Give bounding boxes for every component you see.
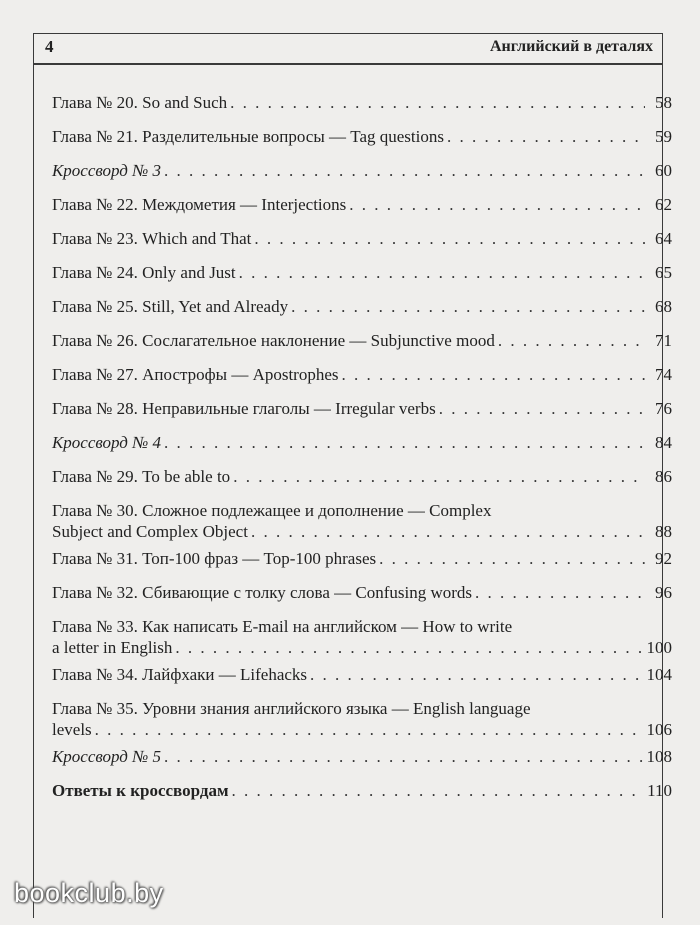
toc-page-number: 59 (655, 127, 672, 146)
toc-entry-title: Глава № 28. Неправильные глаголы — Irregular verbs (52, 399, 436, 418)
toc-leader-dots (239, 262, 645, 283)
toc-page-number: 62 (655, 195, 672, 214)
toc-entry-title: Глава № 31. Топ-100 фраз — Top-100 phrases (52, 549, 377, 568)
toc-page-number: 58 (655, 93, 672, 112)
toc-leader-dots (164, 160, 645, 181)
page-header (33, 33, 663, 65)
toc-leader-dots (342, 364, 645, 385)
toc-entry[interactable] (52, 126, 672, 147)
toc-entry[interactable] (52, 548, 672, 569)
toc-entry-title: Глава № 30. Сложное подлежащее и дополнение — Complex (52, 501, 492, 520)
toc-leader-dots (349, 194, 645, 215)
toc-leader-dots (254, 228, 645, 249)
toc-entry[interactable] (52, 780, 672, 801)
toc-entry[interactable] (52, 664, 672, 685)
toc-entry[interactable] (52, 466, 672, 487)
toc-leader-dots (230, 92, 645, 113)
toc-page-number: 108 (646, 747, 672, 766)
toc-leader-dots (379, 548, 645, 569)
toc-entry-title: Глава № 21. Разделительные вопросы — Tag questions (52, 127, 444, 146)
toc-leader-dots (439, 398, 645, 419)
toc-entry[interactable] (52, 500, 672, 542)
toc-entry-title: Глава № 34. Лайфхаки — Lifehacks (52, 665, 308, 684)
toc-entry[interactable] (52, 330, 672, 351)
toc-leader-dots (447, 126, 645, 147)
toc-page-number: 64 (655, 229, 672, 248)
toc-entry[interactable] (52, 194, 672, 215)
toc-entry-title: a letter in English (52, 638, 173, 657)
toc-entry-title: Глава № 23. Which and That (52, 229, 252, 248)
toc-entry-title: Глава № 35. Уровни знания английского языка — English language (52, 699, 531, 718)
toc-page-number: 88 (655, 522, 672, 541)
toc-page-number: 74 (655, 365, 672, 384)
toc-leader-dots (175, 637, 643, 658)
page-number: 4 (45, 37, 54, 56)
toc-entry-title: Кроссворд № 5 (52, 747, 161, 766)
toc-page-number: 92 (655, 549, 672, 568)
toc-page-number: 100 (646, 638, 672, 657)
toc-entry[interactable] (52, 262, 672, 283)
toc-page-number: 76 (655, 399, 672, 418)
toc-leader-dots (291, 296, 645, 317)
toc-leader-dots (164, 432, 645, 453)
toc-entry[interactable] (52, 616, 672, 658)
toc-entry-title: Глава № 25. Still, Yet and Already (52, 297, 289, 316)
toc-page-number: 68 (655, 297, 672, 316)
toc-leader-dots (251, 521, 645, 542)
toc-page-number: 96 (655, 583, 672, 602)
toc-leader-dots (475, 582, 645, 603)
toc-entry-title: Кроссворд № 4 (52, 433, 161, 452)
running-head: Английский в деталях (489, 38, 653, 55)
toc-entry-title: Глава № 29. To be able to (52, 467, 231, 486)
toc-entry-title: Глава № 24. Only and Just (52, 263, 236, 282)
toc-page-number: 104 (646, 665, 672, 684)
toc-entry-title: Глава № 26. Сослагательное наклонение — Subjunctive mood (52, 331, 495, 350)
toc-page-number: 110 (647, 781, 672, 800)
toc-entry[interactable] (52, 698, 672, 740)
toc-page-number: 86 (655, 467, 672, 486)
toc-entry-title: Кроссворд № 3 (52, 161, 161, 180)
toc-entry-title: Глава № 32. Сбивающие с толку слова — Confusing words (52, 583, 473, 602)
toc-entry-title: Глава № 22. Междометия — Interjections (52, 195, 347, 214)
toc-page-number: 65 (655, 263, 672, 282)
toc-entry[interactable] (52, 432, 672, 453)
toc-entry-title: Subject and Complex Object (52, 522, 248, 541)
toc-entry-title: Ответы к кроссвордам (52, 781, 229, 800)
toc-entry[interactable] (52, 92, 672, 113)
toc-entry[interactable] (52, 746, 672, 767)
toc-entry[interactable] (52, 296, 672, 317)
toc-entry-title: levels (52, 720, 92, 739)
toc-leader-dots (233, 466, 645, 487)
toc-entry[interactable] (52, 160, 672, 181)
toc-page-number: 84 (655, 433, 672, 452)
toc-entry[interactable] (52, 228, 672, 249)
toc-leader-dots (95, 719, 644, 740)
toc-page-number: 71 (655, 331, 672, 350)
toc-entry-title: Глава № 27. Апострофы — Apostrophes (52, 365, 339, 384)
toc-leader-dots (232, 780, 645, 801)
toc-leader-dots (498, 330, 645, 351)
toc-entry-title: Глава № 33. Как написать E-mail на английском — How to write (52, 617, 513, 636)
toc-entry[interactable] (52, 364, 672, 385)
toc-leader-dots (310, 664, 643, 685)
toc-page-number: 60 (655, 161, 672, 180)
toc-entry[interactable] (52, 398, 672, 419)
toc-page-number: 106 (646, 720, 672, 739)
toc-entry-title: Глава № 20. So and Such (52, 93, 228, 112)
toc-entry[interactable] (52, 582, 672, 603)
watermark: bookclub.by (14, 878, 164, 908)
toc-leader-dots (164, 746, 644, 767)
